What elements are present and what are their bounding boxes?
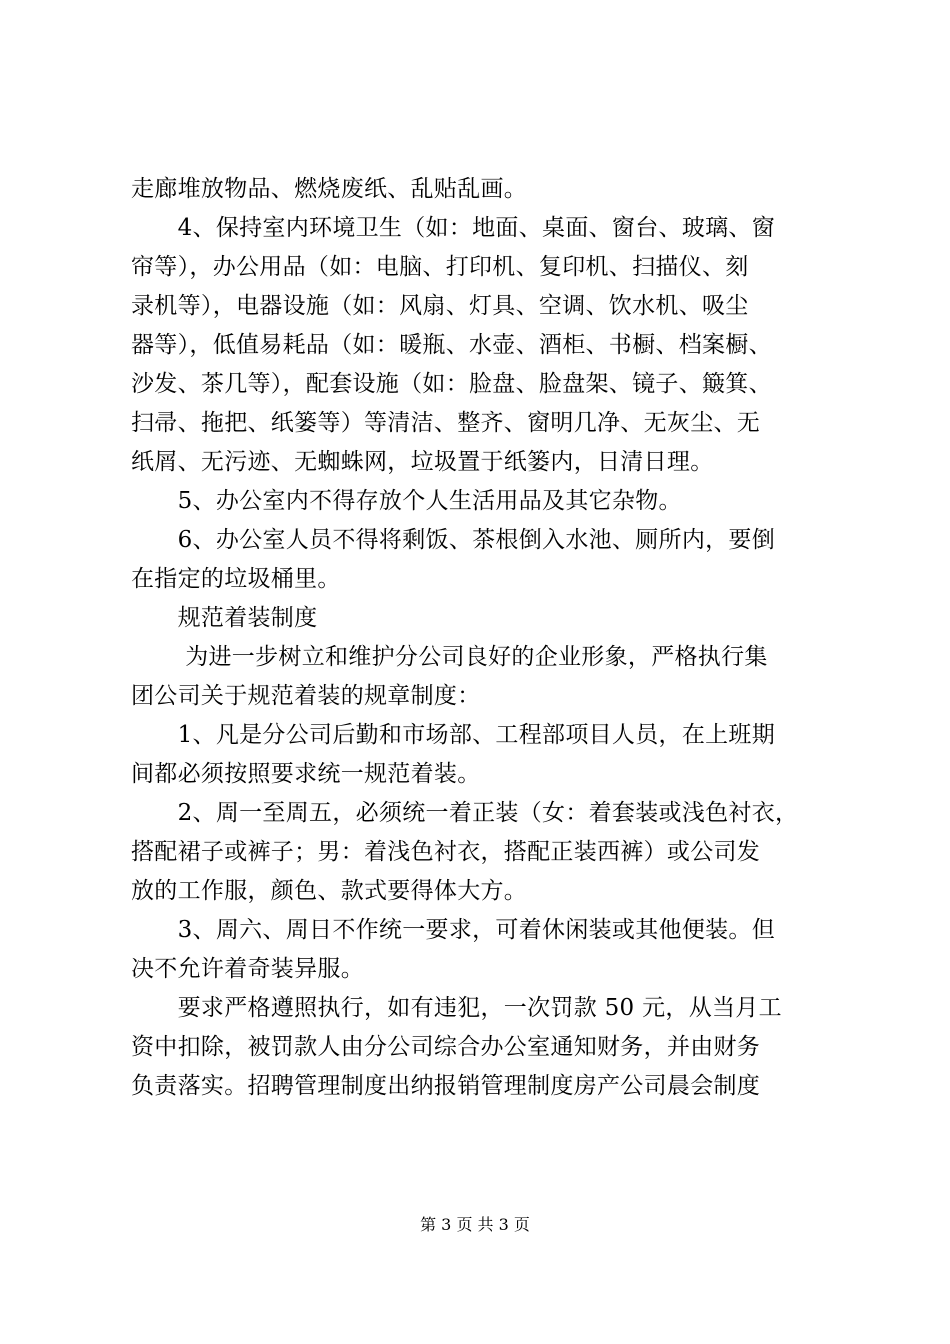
page-footer: 第 3 页 共 3 页 xyxy=(420,1215,530,1234)
text-line: 放的工作服，颜色、款式要得体大方。 xyxy=(131,878,528,904)
text-line: 要求严格遵照执行，如有违犯，一次罚款 50 元，从当月工 xyxy=(131,995,782,1021)
text-line: 规范着装制度 xyxy=(131,605,318,631)
text-line: 6、办公室人员不得将剩饭、茶根倒入水池、厕所内，要倒 xyxy=(131,527,776,553)
text-line: 3、周六、周日不作统一要求，可着休闲装或其他便装。但 xyxy=(131,917,776,943)
text-line: 器等），低值易耗品（如：暖瓶、水壶、酒柜、书橱、档案橱、 xyxy=(131,332,772,358)
text-line: 录机等），电器设施（如：风扇、灯具、空调、饮水机、吸尘 xyxy=(131,293,749,319)
text-line: 1、凡是分公司后勤和市场部、工程部项目人员，在上班期 xyxy=(131,722,776,748)
text-line: 为进一步树立和维护分公司良好的企业形象，严格执行集 xyxy=(131,644,768,670)
text-line: 资中扣除，被罚款人由分公司综合办公室通知财务，并由财务 xyxy=(131,1034,761,1060)
text-line: 扫帚、拖把、纸篓等）等清洁、整齐、窗明几净、无灰尘、无 xyxy=(131,410,761,436)
text-line: 5、办公室内不得存放个人生活用品及其它杂物。 xyxy=(131,488,682,514)
text-line: 纸屑、无污迹、无蜘蛛网，垃圾置于纸篓内，日清日理。 xyxy=(131,449,714,475)
text-line: 2、周一至周五，必须统一着正装（女：着套装或浅色衬衣， xyxy=(131,800,799,826)
text-line: 团公司关于规范着装的规章制度： xyxy=(131,683,481,709)
text-line: 走廊堆放物品、燃烧废纸、乱贴乱画。 xyxy=(131,176,528,202)
text-line: 间都必须按照要求统一规范着装。 xyxy=(131,761,481,787)
document-body xyxy=(131,170,831,1106)
text-line: 决不允许着奇装异服。 xyxy=(131,956,364,982)
text-line: 搭配裙子或裤子；男：着浅色衬衣，搭配正装西裤）或公司发 xyxy=(131,839,761,865)
text-line: 帘等），办公用品（如：电脑、打印机、复印机、扫描仪、刻 xyxy=(131,254,749,280)
text-line: 沙发、茶几等），配套设施（如：脸盘、脸盘架、镜子、簸箕、 xyxy=(131,371,772,397)
text-line: 在指定的垃圾桶里。 xyxy=(131,566,341,592)
text-line: 4、保持室内环境卫生（如：地面、桌面、窗台、玻璃、窗 xyxy=(131,215,776,241)
text-line: 负责落实。招聘管理制度出纳报销管理制度房产公司晨会制度 xyxy=(131,1073,761,1099)
